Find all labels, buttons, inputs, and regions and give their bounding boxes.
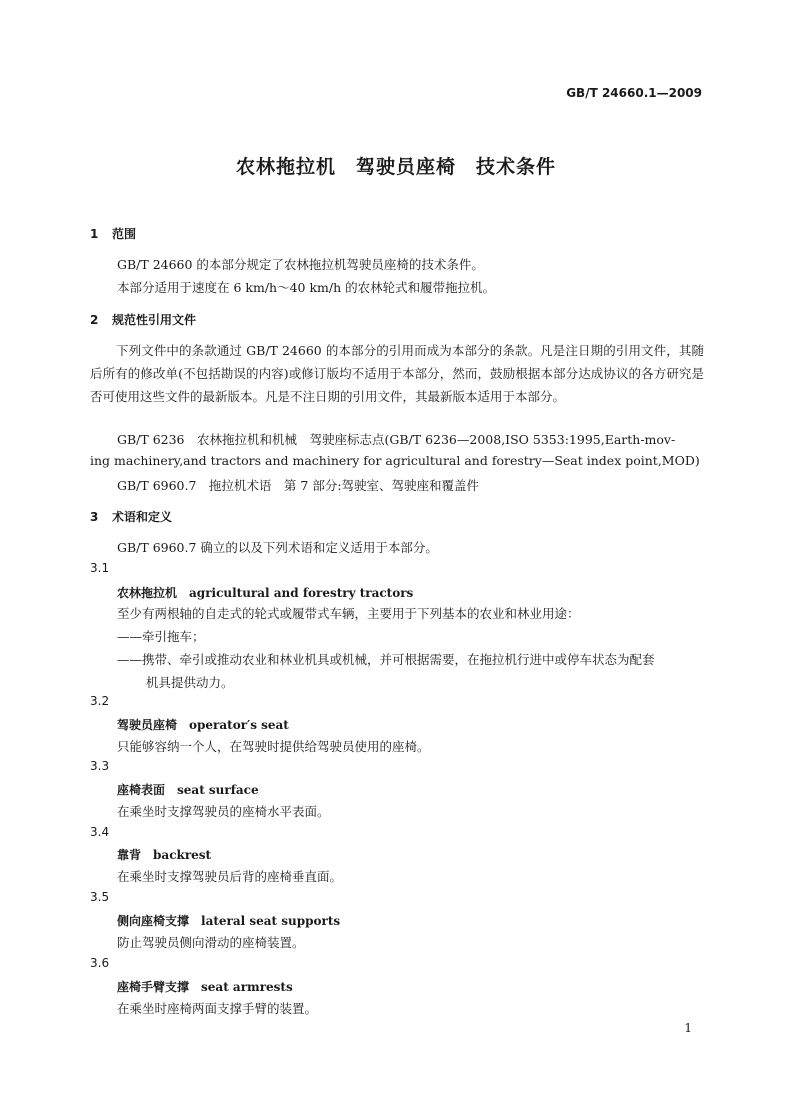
term-definition: 在乘坐时座椅两面支撑手臂的装置。: [117, 1001, 318, 1016]
paragraph: GB/T 6960.7 确立的以及下列术语和定义适用于本部分。: [117, 540, 438, 555]
section-title: 范围: [112, 227, 137, 241]
term-zh: 座椅表面: [117, 783, 166, 797]
section-heading-terms: [90, 508, 172, 525]
term-definition: 在乘坐时支撑驾驶员的座椅水平表面。: [117, 804, 330, 819]
term-en: agricultural and forestry tractors: [189, 586, 414, 600]
section-number: 2: [90, 313, 99, 327]
term-index: 3.1: [90, 561, 110, 575]
term-zh: 驾驶员座椅: [117, 718, 178, 732]
term-en: backrest: [153, 848, 212, 862]
term-definition: 防止驾驶员侧向滑动的座椅装置。: [117, 935, 305, 950]
term-zh: 侧向座椅支撑: [117, 914, 190, 928]
term-en: operator′s seat: [189, 718, 289, 732]
term-en: seat surface: [177, 783, 259, 797]
term-index: 3.6: [90, 956, 110, 970]
term-title: [117, 781, 259, 798]
term-definition: 在乘坐时支撑驾驶员后背的座椅垂直面。: [117, 869, 343, 884]
term-en: lateral seat supports: [201, 914, 341, 928]
paragraph: GB/T 24660 的本部分规定了农林拖拉机驾驶员座椅的技术条件。: [117, 257, 484, 272]
reference-item: GB/T 6236 农林拖拉机和机械 驾驶座标志点(GB/T 6236—2008,ISO 5353:1995,Earth-mov-: [117, 432, 676, 447]
page-number: 1: [684, 1021, 692, 1035]
term-zh: 农林拖拉机: [117, 586, 178, 600]
paragraph: 下列文件中的条款通过 GB/T 24660 的本部分的引用而成为本部分的条款。凡是注日期的引用文件，其随后所有的修改单(不包括勘误的内容)或修订版均不适用于本部分，然而，鼓励根据本部分达成协议的各方研究是否可使用这些文件的最新版本。凡是不注日期的引用文件，其最新版本适用于本部分。: [90, 343, 704, 404]
list-item: ——牵引拖车；: [117, 629, 205, 644]
paragraph: 本部分适用于速度在 6 km/h～40 km/h 的农林轮式和履带拖拉机。: [117, 280, 496, 295]
term-index: 3.2: [90, 694, 110, 708]
section-title: 术语和定义: [112, 510, 173, 524]
section-heading-refs: [90, 311, 196, 328]
term-zh: 座椅手臂支撑: [117, 980, 190, 994]
reference-item: GB/T 6960.7 拖拉机术语 第 7 部分:驾驶室、驾驶座和覆盖件: [117, 478, 480, 493]
term-title: [117, 846, 211, 863]
list-item-continuation: 机具提供动力。: [146, 675, 234, 690]
section-heading-scope: [90, 225, 136, 242]
term-index: 3.5: [90, 890, 110, 904]
term-title: [117, 912, 340, 929]
section-title: 规范性引用文件: [112, 313, 197, 327]
section-number: 1: [90, 227, 99, 241]
term-zh: 靠背: [117, 848, 142, 862]
reference-item-continuation: ing machinery,and tractors and machinery for agricultural and forestry—Seat index point,MOD): [90, 453, 700, 468]
term-definition: 只能够容纳一个人，在驾驶时提供给驾驶员使用的座椅。: [117, 739, 430, 754]
list-item: ——携带、牵引或推动农业和林业机具或机械，并可根据需要，在拖拉机行进中或停车状态为配套: [117, 652, 655, 667]
term-title: [117, 978, 293, 995]
document-title: 农林拖拉机 驾驶员座椅 技术条件: [235, 156, 556, 178]
section-number: 3: [90, 510, 99, 524]
term-index: 3.4: [90, 825, 110, 839]
standard-number: GB/T 24660.1—2009: [566, 86, 702, 100]
term-index: 3.3: [90, 759, 110, 773]
term-title: [117, 716, 289, 733]
term-en: seat armrests: [201, 980, 293, 994]
term-title: [117, 584, 413, 601]
term-definition: 至少有两根轴的自走式的轮式或履带式车辆，主要用于下列基本的农业和林业用途：: [117, 606, 580, 621]
